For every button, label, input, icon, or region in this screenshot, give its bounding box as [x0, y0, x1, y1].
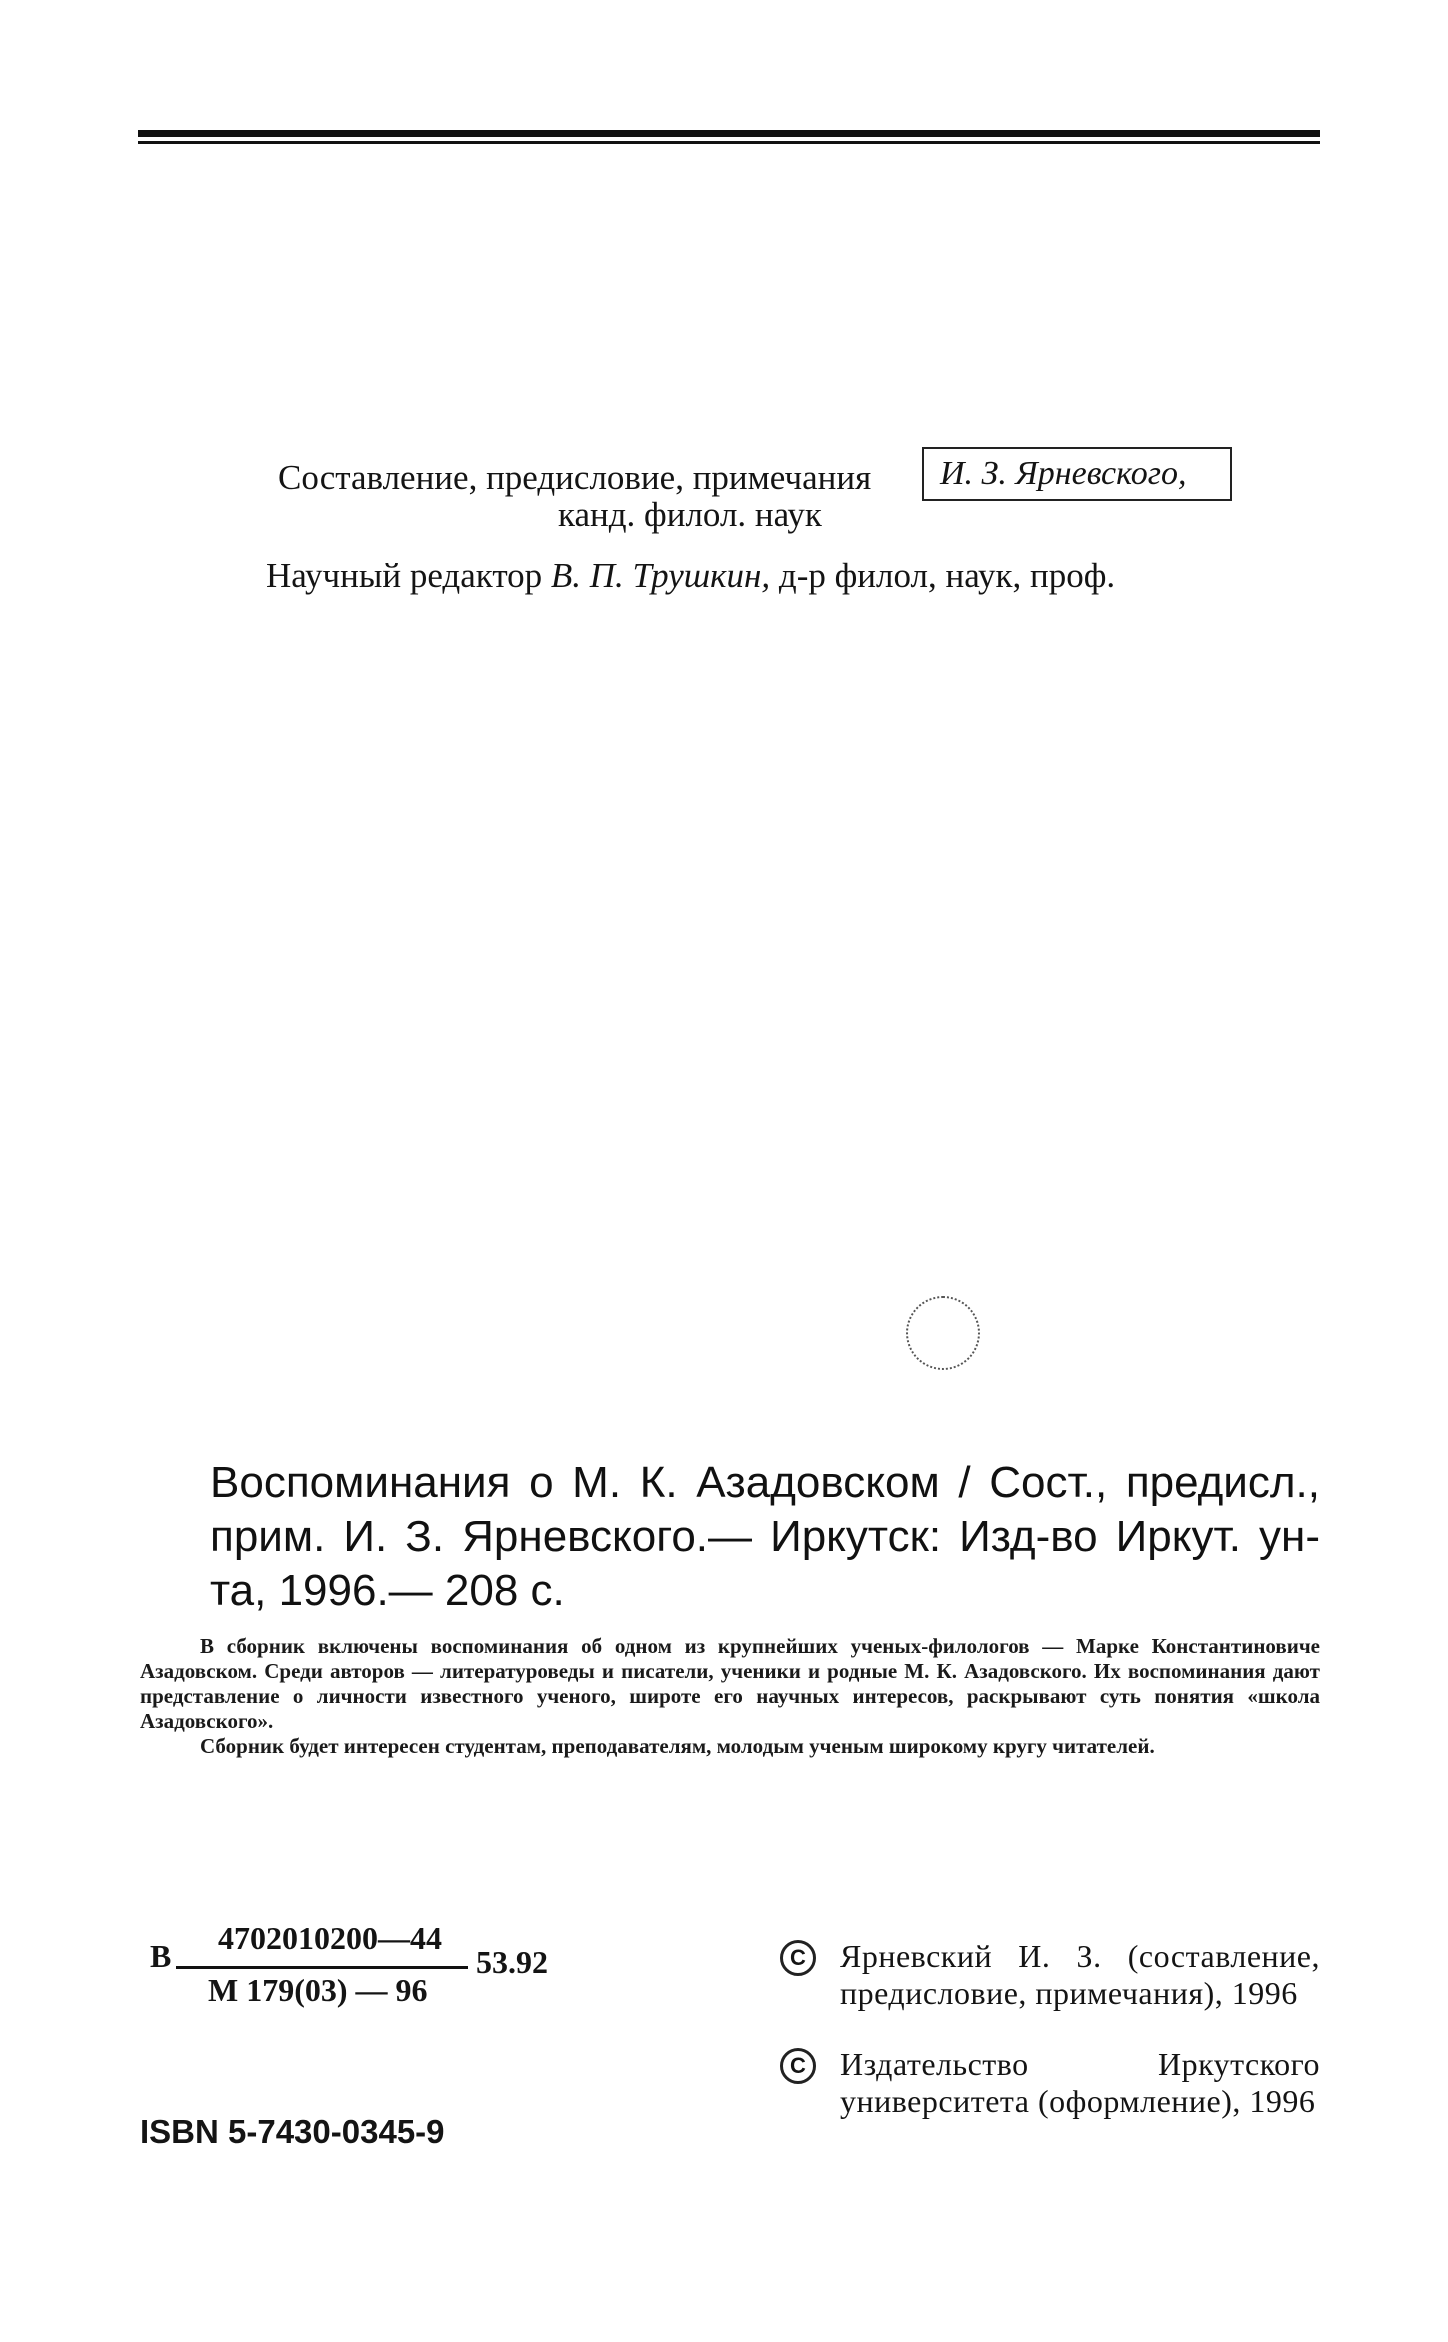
- classification-denominator: М 179(03) — 96: [208, 1972, 428, 2008]
- abstract-paragraph: Сборник будет интересен студентам, преподавателям, молодым ученым широкому кругу читателей.: [200, 1734, 1155, 1758]
- compiler-prefix: Составление, предисловие, примечания: [278, 458, 872, 497]
- classification-index: 53.92: [476, 1944, 548, 1980]
- bibliographic-citation: Воспоминания о М. К. Азадовском / Сост., предисл., прим. И. З. Ярневского.— Иркутск: Изд-во Иркут. ун-та, 1996.— 208 с.: [210, 1458, 1320, 1615]
- editor-name: В. П. Трушкин,: [550, 556, 771, 595]
- editor-suffix: д-р филол, наук, проф.: [778, 556, 1116, 595]
- abstract-paragraph: В сборник включены воспоминания об одном из крупнейших ученых-филологов — Марке Константиновиче Азадовском. Среди авторов — литературоведы и писатели, ученики и родные М. К. Азадовского. Их воспоминания дают представление о личности известного ученого, широте его научных интересов, раскрывают суть понятия «школа Азадовского».: [140, 1634, 1320, 1733]
- compiler-degree: канд. филол. наук: [558, 495, 822, 534]
- copyright-entry: [780, 1938, 1320, 2012]
- classification-letter: В: [150, 1938, 172, 1974]
- editor-line: [266, 556, 1115, 596]
- isbn: ISBN 5-7430-0345-9: [140, 2113, 445, 2150]
- classification-numerator: 4702010200—44: [218, 1920, 442, 1956]
- classification-fraction-bar: [176, 1966, 468, 1969]
- dotted-circle-mark: [906, 1296, 980, 1370]
- copyright-entry: [780, 2046, 1320, 2120]
- top-rule-thin: [138, 141, 1320, 144]
- copyright-text: Издательство Иркутского университета (оформление), 1996: [840, 2046, 1320, 2119]
- compiler-name-box: И. З. Ярневского,: [922, 447, 1232, 501]
- copyright-icon: C: [780, 2048, 816, 2084]
- abstract: [140, 1634, 1320, 1759]
- top-rule-thick: [138, 130, 1320, 137]
- editor-prefix: Научный редактор: [266, 556, 543, 595]
- copyright-icon: C: [780, 1940, 816, 1976]
- copyright-text: Ярневский И. З. (составление, предисловие, примечания), 1996: [840, 1938, 1320, 2011]
